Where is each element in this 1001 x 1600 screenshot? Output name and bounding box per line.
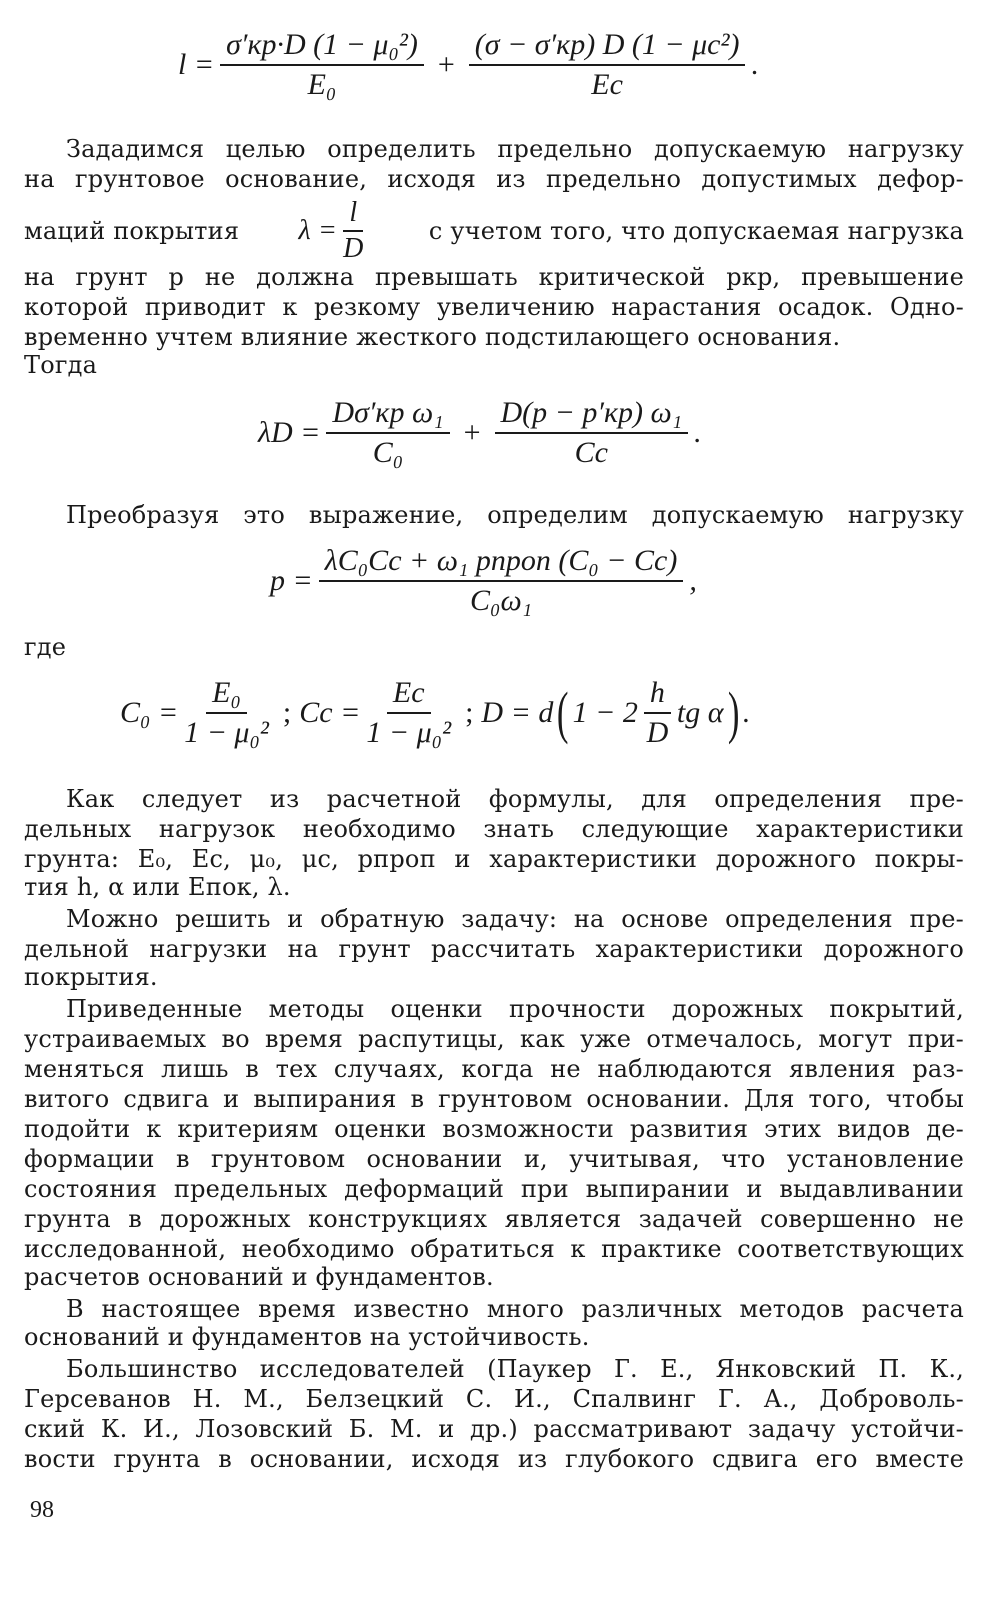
text-line: меняться лишь в тех случаях, когда не наблюдаются явления раз- <box>24 1055 964 1083</box>
text-line: устраиваемых во время распутицы, как уже отмечалось, могут при- <box>24 1025 964 1053</box>
left-paren: ( <box>557 680 569 745</box>
formula-lhs: C₀ = <box>120 696 179 729</box>
fraction <box>366 676 451 750</box>
text-line: на грунтовое основание, исходя из предельно допустимых дефор- <box>24 165 964 193</box>
fraction <box>469 28 746 102</box>
fraction-denominator: 1 − μ₀² <box>366 716 452 749</box>
formula-lhs: D = d <box>481 696 554 729</box>
fraction-numerator: E₀ <box>206 676 247 714</box>
fraction <box>644 676 671 750</box>
fraction <box>326 396 449 470</box>
fraction-denominator: C₀ <box>372 436 404 469</box>
plus-sign: + <box>437 48 455 81</box>
text-line: исследованной, необходимо обратиться к практике соответствующих <box>24 1235 964 1263</box>
fraction-denominator: 1 − μ₀² <box>184 716 269 749</box>
text-line: тия h, α или Eпок, λ. <box>24 873 291 901</box>
formula-allowable-load <box>270 544 697 618</box>
text-line: грунта в дорожных конструкциях является задачей совершенно не <box>24 1205 964 1233</box>
text-line: вости грунта в основании, исходя из глубокого сдвига его вместе <box>24 1445 964 1473</box>
fraction-numerator: (σ − σ′кр) D (1 − μc²) <box>469 28 746 66</box>
fraction-numerator: Dσ′кр ω₁ <box>326 396 449 434</box>
text-line: дельной нагрузки на грунт рассчитать характеристики дорожного <box>24 935 964 963</box>
text-fragment: маций покрытия <box>24 217 240 245</box>
right-paren: ) <box>727 680 739 745</box>
formula-part: 1 − 2 <box>572 696 638 729</box>
text-line: грунта: E₀, Ec, μ₀, μc, pпроп и характеристики дорожного покры- <box>24 845 964 873</box>
separator: ; <box>465 696 474 729</box>
fraction-numerator: Ec <box>387 676 431 714</box>
fraction-denominator: Ec <box>591 68 623 101</box>
text-line: оснований и фундаментов на устойчивость. <box>24 1323 590 1351</box>
formula-lhs: Cc = <box>299 696 361 729</box>
text-line: подойти к критериям оценки возможности развития этих видов де- <box>24 1115 964 1143</box>
formula-lhs: λD = <box>258 416 321 449</box>
fraction-denominator: C₀ω₁ <box>470 584 533 617</box>
text-line: расчетов оснований и фундаментов. <box>24 1263 494 1291</box>
text-line: витого сдвига и выпирания в грунтовом основании. Для того, чтобы <box>24 1085 964 1113</box>
text-line: ский К. И., Лозовский Б. М. и др.) рассматривают задачу устойчи- <box>24 1415 964 1443</box>
page-number: 98 <box>30 1497 54 1523</box>
text-line: Большинство исследователей (Паукер Г. Е., Янковский П. К., <box>66 1355 964 1383</box>
text-line-where: где <box>24 633 67 661</box>
text-line: Преобразуя это выражение, определим допускаемую нагрузку <box>66 501 964 529</box>
separator: ; <box>282 696 292 729</box>
text-line: которой приводит к резкому увеличению нарастания осадок. Одно- <box>24 293 964 321</box>
text-line: Приведенные методы оценки прочности дорожных покрытий, <box>66 995 964 1023</box>
text-line: Зададимся целью определить предельно допускаемую нагрузку <box>66 135 964 163</box>
fraction-denominator: E₀ <box>307 68 337 101</box>
text-line: Герсеванов Н. М., Белзецкий С. И., Спалвинг Г. А., Доброволь- <box>24 1385 964 1413</box>
formula-end: , <box>689 564 697 597</box>
formula-end: . <box>694 416 702 449</box>
text-line: Можно решить и обратную задачу: на основе определения пре- <box>66 905 964 933</box>
fraction-numerator: λC₀Cc + ω₁ pпроп (C₀ − Cc) <box>319 544 684 582</box>
fraction-denominator: Cc <box>574 436 608 469</box>
text-line: на грунт p не должна превышать критической pкр, превышение <box>24 263 964 291</box>
text-line-with-formula <box>24 196 964 266</box>
plus-sign: + <box>463 416 481 449</box>
fraction-denominator: D <box>343 233 364 264</box>
fraction <box>319 544 684 618</box>
formula-part: tg α <box>676 696 724 729</box>
fraction-numerator: h <box>644 676 671 714</box>
text-line: временно учтем влияние жесткого подстилающего основания. <box>24 323 841 351</box>
text-line: состояния предельных деформаций при выпирании и выдавливании <box>24 1175 964 1203</box>
text-line: Как следует из расчетной формулы, для определения пре- <box>66 785 964 813</box>
formula-definitions <box>120 676 750 750</box>
text-line: дельных нагрузок необходимо знать следующие характеристики <box>24 815 964 843</box>
lambda-lhs: λ = <box>298 215 338 246</box>
text-line: Тогда <box>24 351 98 379</box>
formula-lhs: l = <box>178 48 215 81</box>
fraction <box>343 198 363 264</box>
fraction <box>220 28 424 102</box>
fraction-numerator: D(p − p′кр) ω₁ <box>495 396 689 434</box>
text-line: покрытия. <box>24 963 158 991</box>
text-fragment: с учетом того, что допускаемая нагрузка <box>428 217 964 245</box>
fraction-numerator: σ′кр·D (1 − μ₀²) <box>220 28 424 66</box>
text-line: В настоящее время известно много различных методов расчета <box>66 1295 964 1323</box>
text-line: формации в грунтовом основании и, учитывая, что установление <box>24 1145 964 1173</box>
formula-end: . <box>742 696 751 729</box>
formula-lhs: p = <box>270 564 313 597</box>
fraction <box>495 396 689 470</box>
formula-end: . <box>751 48 759 81</box>
fraction-numerator: l <box>343 198 363 232</box>
inline-formula-lambda <box>298 198 369 264</box>
formula-lambda-d <box>258 396 702 470</box>
formula-settlement <box>178 28 759 102</box>
fraction <box>184 676 269 750</box>
fraction-denominator: D <box>646 716 669 749</box>
